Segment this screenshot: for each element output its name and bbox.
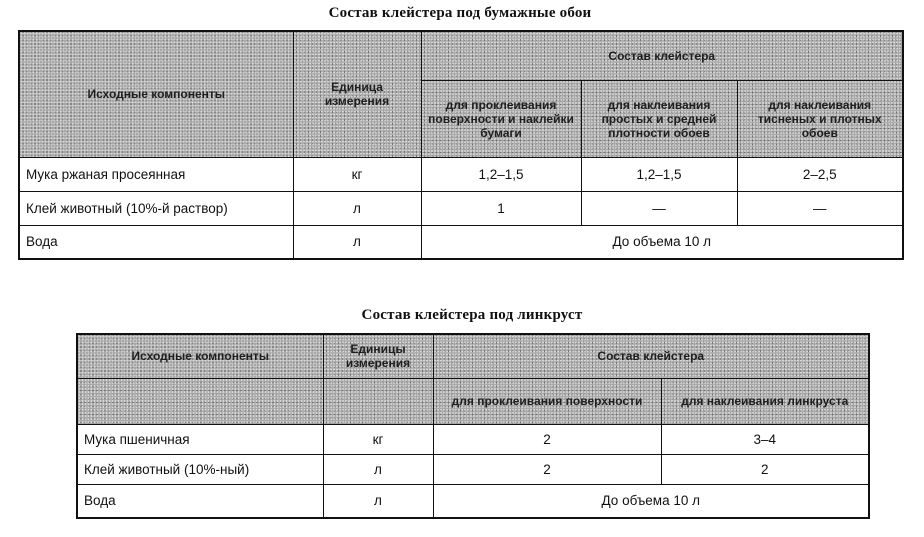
row-value: 2: [433, 454, 661, 484]
row-merged-value: До объема 10 л: [421, 225, 903, 259]
row-unit: л: [293, 225, 421, 259]
lincrusta-paste-table: [76, 333, 870, 519]
row-name: Клей животный (10%-ный): [77, 454, 323, 484]
wallpaper-paste-table: [18, 30, 904, 260]
row-value: —: [581, 191, 737, 225]
row-unit: кг: [323, 424, 433, 454]
row-name: Мука пшеничная: [77, 424, 323, 454]
row-value: 2: [661, 454, 869, 484]
row-name: Клей животный (10%-й раствор): [19, 191, 293, 225]
header-components: Исходные компоненты: [19, 31, 293, 157]
table-row: [19, 225, 903, 259]
header-sub-priming: для проклеивания поверхности: [433, 378, 661, 424]
table-row: [77, 454, 869, 484]
row-unit: л: [293, 191, 421, 225]
header-unit: Единица измерения: [293, 31, 421, 157]
row-name: Вода: [19, 225, 293, 259]
table-row: [77, 424, 869, 454]
table-row: [19, 157, 903, 191]
header-empty: [323, 378, 433, 424]
header-empty: [77, 378, 323, 424]
row-unit: л: [323, 454, 433, 484]
header-sub-priming: для проклеивания поверхности и наклейки бумаги: [421, 80, 581, 157]
header-composition: Состав клейстера: [433, 334, 869, 378]
row-name: Мука ржаная просеянная: [19, 157, 293, 191]
header-components: Исходные компоненты: [77, 334, 323, 378]
header-composition: Состав клейстера: [421, 31, 903, 80]
row-value: —: [737, 191, 903, 225]
row-unit: л: [323, 484, 433, 518]
header-sub-embossed-wallpaper: для наклеивания тисненых и плотных обоев: [737, 80, 903, 157]
row-value: 1,2–1,5: [581, 157, 737, 191]
row-merged-value: До объема 10 л: [433, 484, 869, 518]
row-value: 1: [421, 191, 581, 225]
row-name: Вода: [77, 484, 323, 518]
table2-title: Состав клейстера под линкруст: [361, 307, 583, 323]
table-row: [19, 191, 903, 225]
row-value: 3–4: [661, 424, 869, 454]
table1-title: Состав клейстера под бумажные обои: [328, 5, 592, 21]
header-sub-lincrusta: для наклеивания линкруста: [661, 378, 869, 424]
table-row: [77, 484, 869, 518]
header-unit: Единицы измерения: [323, 334, 433, 378]
header-sub-simple-wallpaper: для наклеивания простых и средней плотности обоев: [581, 80, 737, 157]
row-value: 2–2,5: [737, 157, 903, 191]
row-unit: кг: [293, 157, 421, 191]
row-value: 1,2–1,5: [421, 157, 581, 191]
row-value: 2: [433, 424, 661, 454]
